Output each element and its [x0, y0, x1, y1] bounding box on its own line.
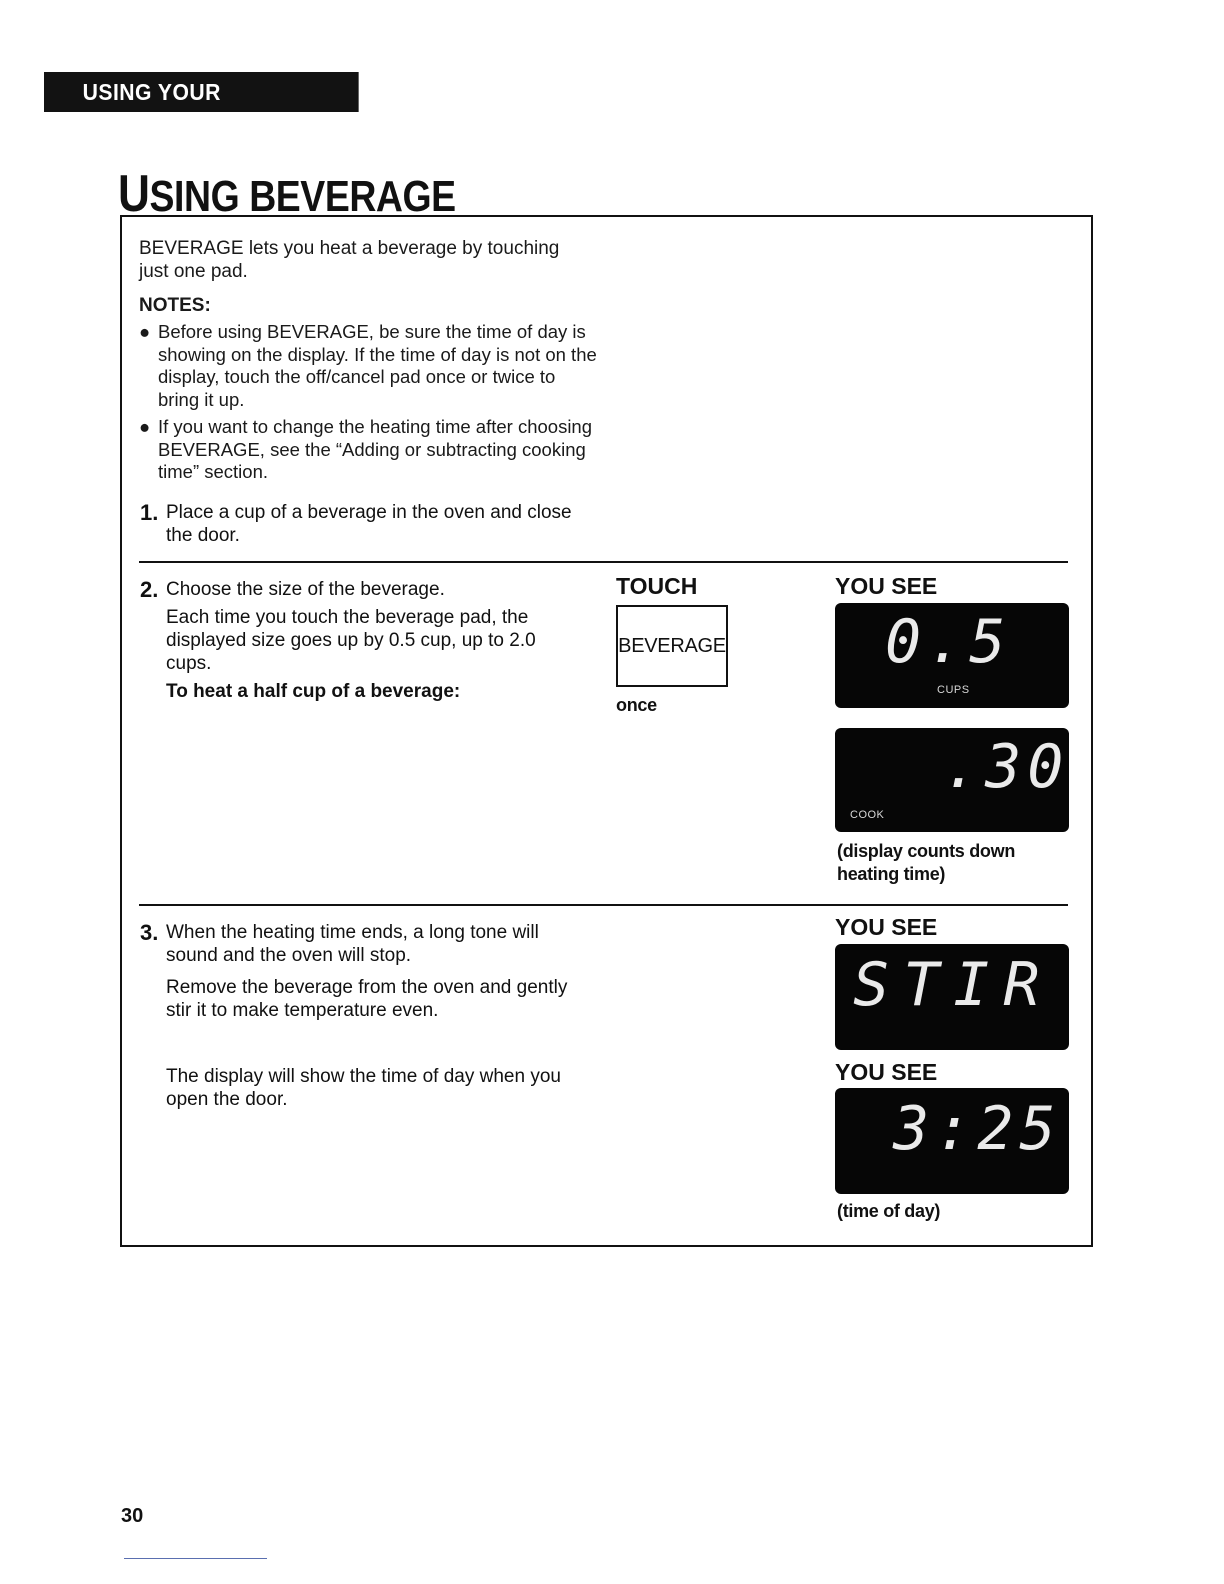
divider	[139, 561, 1068, 563]
display-panel	[835, 603, 1069, 708]
display-caption: (display counts down heating time)	[837, 841, 1016, 884]
note-text: If you want to change the heating time after choosing BEVERAGE, see the “Adding or subtracting cooking time” section.	[158, 416, 593, 482]
you-see-heading: YOU SEE	[835, 914, 938, 940]
note-item	[139, 321, 599, 411]
step-3-number: 3.	[140, 920, 159, 945]
step-2-text: Choose the size of the beverage.	[166, 579, 445, 600]
page-number: 30	[121, 1505, 144, 1527]
step-1-text: Place a cup of a beverage in the oven and close the door.	[166, 502, 572, 546]
display-panel	[835, 944, 1069, 1050]
display-panel	[835, 728, 1069, 832]
divider	[139, 904, 1068, 906]
step-2-number: 2.	[140, 577, 159, 602]
display-digits: 3:25	[893, 1094, 1062, 1164]
display-caption: (time of day)	[837, 1201, 941, 1221]
bullet-icon: ●	[139, 416, 151, 437]
touch-times: once	[616, 695, 657, 715]
notes-label: NOTES:	[139, 295, 211, 316]
page-title-rest: SING BEVERAGE	[149, 172, 456, 221]
step-3-text: When the heating time ends, a long tone will sound and the oven will stop.	[166, 922, 539, 966]
note-item	[139, 416, 599, 484]
display-digits: .30	[943, 732, 1070, 802]
you-see-heading: YOU SEE	[835, 573, 938, 599]
section-header-label: USING YOUR MICROWAVE OVEN	[82, 79, 287, 145]
footer-line	[124, 1558, 267, 1559]
display-panel	[835, 1088, 1069, 1194]
touch-heading: TOUCH	[616, 573, 698, 599]
intro-text: BEVERAGE lets you heat a beverage by touching just one pad.	[139, 238, 560, 282]
note-text: Before using BEVERAGE, be sure the time of day is showing on the display. If the time of day is not on the display, touch the off/cancel pad once or twice to bring it up.	[158, 321, 597, 410]
beverage-pad: BEVERAGE	[616, 605, 728, 687]
step-1-number: 1.	[140, 500, 159, 525]
display-digits: STIR	[853, 950, 1054, 1020]
step-3-note: The display will show the time of day when you open the door.	[166, 1066, 561, 1110]
page-title-initial: U	[118, 165, 150, 223]
step-2-detail: Each time you touch the beverage pad, the displayed size goes up by 0.5 cup, up to 2.0 cups.	[166, 607, 536, 674]
cook-indicator: COOK	[850, 809, 885, 821]
section-header-bar	[44, 72, 359, 145]
bullet-icon: ●	[139, 321, 151, 342]
you-see-heading: YOU SEE	[835, 1059, 938, 1085]
step-2-subhead: To heat a half cup of a beverage:	[166, 681, 461, 702]
display-digits: 0.5	[885, 607, 1012, 677]
cups-indicator: CUPS	[937, 684, 970, 696]
step-3-detail: Remove the beverage from the oven and gently stir it to make temperature even.	[166, 977, 568, 1021]
